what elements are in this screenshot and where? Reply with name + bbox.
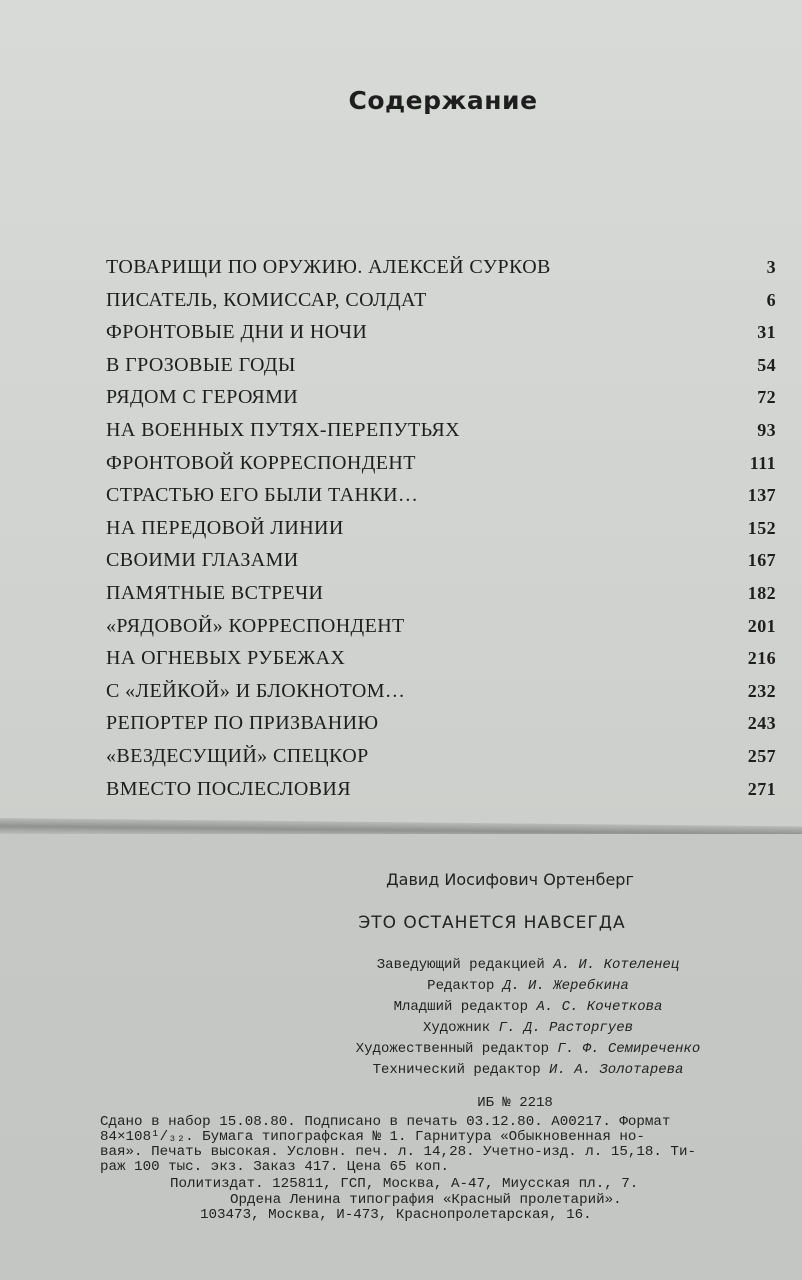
staff-line <box>276 1039 780 1060</box>
toc-entry-title: НА ПЕРЕДОВОЙ ЛИНИИ <box>106 516 344 539</box>
staff-role: Технический редактор <box>372 1062 541 1078</box>
toc-entry-page: 201 <box>747 615 776 636</box>
toc-entry <box>106 582 776 615</box>
staff-line <box>276 955 780 976</box>
toc-entry-title: СТРАСТЬЮ ЕГО БЫЛИ ТАНКИ… <box>106 484 419 507</box>
toc-entry-title: РЕПОРТЕР ПО ПРИЗВАНИЮ <box>106 712 379 735</box>
toc-entry-page: 54 <box>757 354 776 375</box>
toc-entry-title: ВМЕСТО ПОСЛЕСЛОВИЯ <box>106 777 352 800</box>
ib-number: ИБ № 2218 <box>477 1095 553 1111</box>
toc-entry <box>106 778 776 811</box>
print-details-line: 84×108¹/₃₂. Бумага типографская № 1. Гарнитура «Обыкновенная но- <box>100 1129 645 1145</box>
toc-entry <box>106 680 776 713</box>
staff-name: А. С. Кочеткова <box>536 999 663 1015</box>
staff-line <box>276 997 780 1018</box>
toc-title: Содержание <box>348 86 538 115</box>
staff-line <box>276 1060 780 1081</box>
staff-name: Д. И. Жеребкина <box>502 978 629 994</box>
toc-entry-title: НА ВОЕННЫХ ПУТЯХ-ПЕРЕПУТЬЯХ <box>106 418 460 441</box>
staff-name: И. А. Золотарева <box>549 1062 684 1078</box>
toc-entry-title: С «ЛЕЙКОЙ» И БЛОКНОТОМ… <box>106 679 406 702</box>
toc-entry <box>106 419 776 452</box>
staff-name: А. И. Котеленец <box>553 957 680 973</box>
toc-entry-page: 137 <box>747 485 776 506</box>
toc-entry <box>106 256 776 289</box>
staff-role: Младший редактор <box>393 999 528 1015</box>
staff-role: Художественный редактор <box>355 1041 549 1057</box>
toc-entry-page: 216 <box>747 648 776 669</box>
toc-entry-title: ПИСАТЕЛЬ, КОМИССАР, СОЛДАТ <box>106 288 427 311</box>
toc-entry <box>106 615 776 648</box>
staff-line <box>276 1018 780 1039</box>
publisher-line: Ордена Ленина типография «Красный пролетарий». <box>230 1191 622 1208</box>
toc-entry-title: В ГРОЗОВЫЕ ГОДЫ <box>106 353 296 376</box>
toc-entry <box>106 745 776 778</box>
print-details-line: вая». Печать высокая. Условн. печ. л. 14,28. Учетно-изд. л. 15,18. Ти- <box>100 1144 696 1160</box>
staff-name: Г. Ф. Семиреченко <box>557 1041 701 1057</box>
toc-entry-title: ТОВАРИЩИ ПО ОРУЖИЮ. АЛЕКСЕЙ СУРКОВ <box>106 256 551 278</box>
toc-entry-title: «РЯДОВОЙ» КОРРЕСПОНДЕНТ <box>106 614 405 637</box>
publisher-line: Политиздат. 125811, ГСП, Москва, А-47, Миусская пл., 7. <box>170 1176 639 1192</box>
toc-entry-page: 31 <box>757 322 776 343</box>
staff-role: Заведующий редакцией <box>376 957 545 973</box>
toc-entry-page: 152 <box>747 517 776 538</box>
toc-entry-title: ПАМЯТНЫЕ ВСТРЕЧИ <box>106 581 324 604</box>
toc-entry-title: «ВЕЗДЕСУЩИЙ» СПЕЦКОР <box>106 744 369 767</box>
staff-line <box>276 976 780 997</box>
toc-entry <box>106 549 776 582</box>
toc-entry <box>106 321 776 354</box>
toc-entry-page: 3 <box>766 257 776 277</box>
toc-entry-page: 257 <box>747 745 776 766</box>
author-name: Давид Иосифович Ортенберг <box>386 870 634 889</box>
toc-entry <box>106 517 776 550</box>
staff-role: Художник <box>422 1020 491 1036</box>
toc-entry-page: 6 <box>766 289 776 310</box>
toc-entry <box>106 484 776 517</box>
toc-entry-page: 271 <box>747 778 776 799</box>
toc-entry-page: 111 <box>749 452 776 473</box>
print-details <box>100 1115 780 1175</box>
toc-entry-page: 232 <box>747 680 776 701</box>
toc-entry <box>106 452 776 485</box>
staff-name: Г. Д. Расторгуев <box>498 1020 634 1036</box>
toc-entry <box>106 289 776 322</box>
toc-entry <box>106 386 776 419</box>
toc-entry <box>106 712 776 745</box>
publisher-info <box>100 1177 780 1224</box>
toc-entry <box>106 647 776 680</box>
toc-entry-title: РЯДОМ С ГЕРОЯМИ <box>106 386 299 409</box>
toc-entry-title: СВОИМИ ГЛАЗАМИ <box>106 549 299 572</box>
toc-list <box>106 256 776 810</box>
publisher-line: 103473, Москва, И-473, Краснопролетарская, 16. <box>200 1207 592 1223</box>
toc-entry-title: ФРОНТОВЫЕ ДНИ И НОЧИ <box>106 321 368 344</box>
book-title: ЭТО ОСТАНЕТСЯ НАВСЕГДА <box>358 913 626 933</box>
toc-entry-title: НА ОГНЕВЫХ РУБЕЖАХ <box>106 647 346 670</box>
print-details-line: Сдано в набор 15.08.80. Подписано в печать 03.12.80. А00217. Формат <box>100 1114 671 1130</box>
toc-entry-page: 167 <box>747 550 776 571</box>
toc-entry-page: 182 <box>747 582 776 603</box>
toc-entry-page: 93 <box>757 419 776 440</box>
toc-entry <box>106 354 776 387</box>
toc-entry-page: 243 <box>747 713 776 734</box>
print-details-line: раж 100 тыс. экз. Заказ 417. Цена 65 коп. <box>100 1159 450 1175</box>
staff-list <box>100 955 780 1081</box>
toc-entry-page: 72 <box>757 387 776 408</box>
toc-entry-title: ФРОНТОВОЙ КОРРЕСПОНДЕНТ <box>106 451 416 474</box>
imprint-block <box>100 870 780 1224</box>
staff-role: Редактор <box>427 978 495 994</box>
